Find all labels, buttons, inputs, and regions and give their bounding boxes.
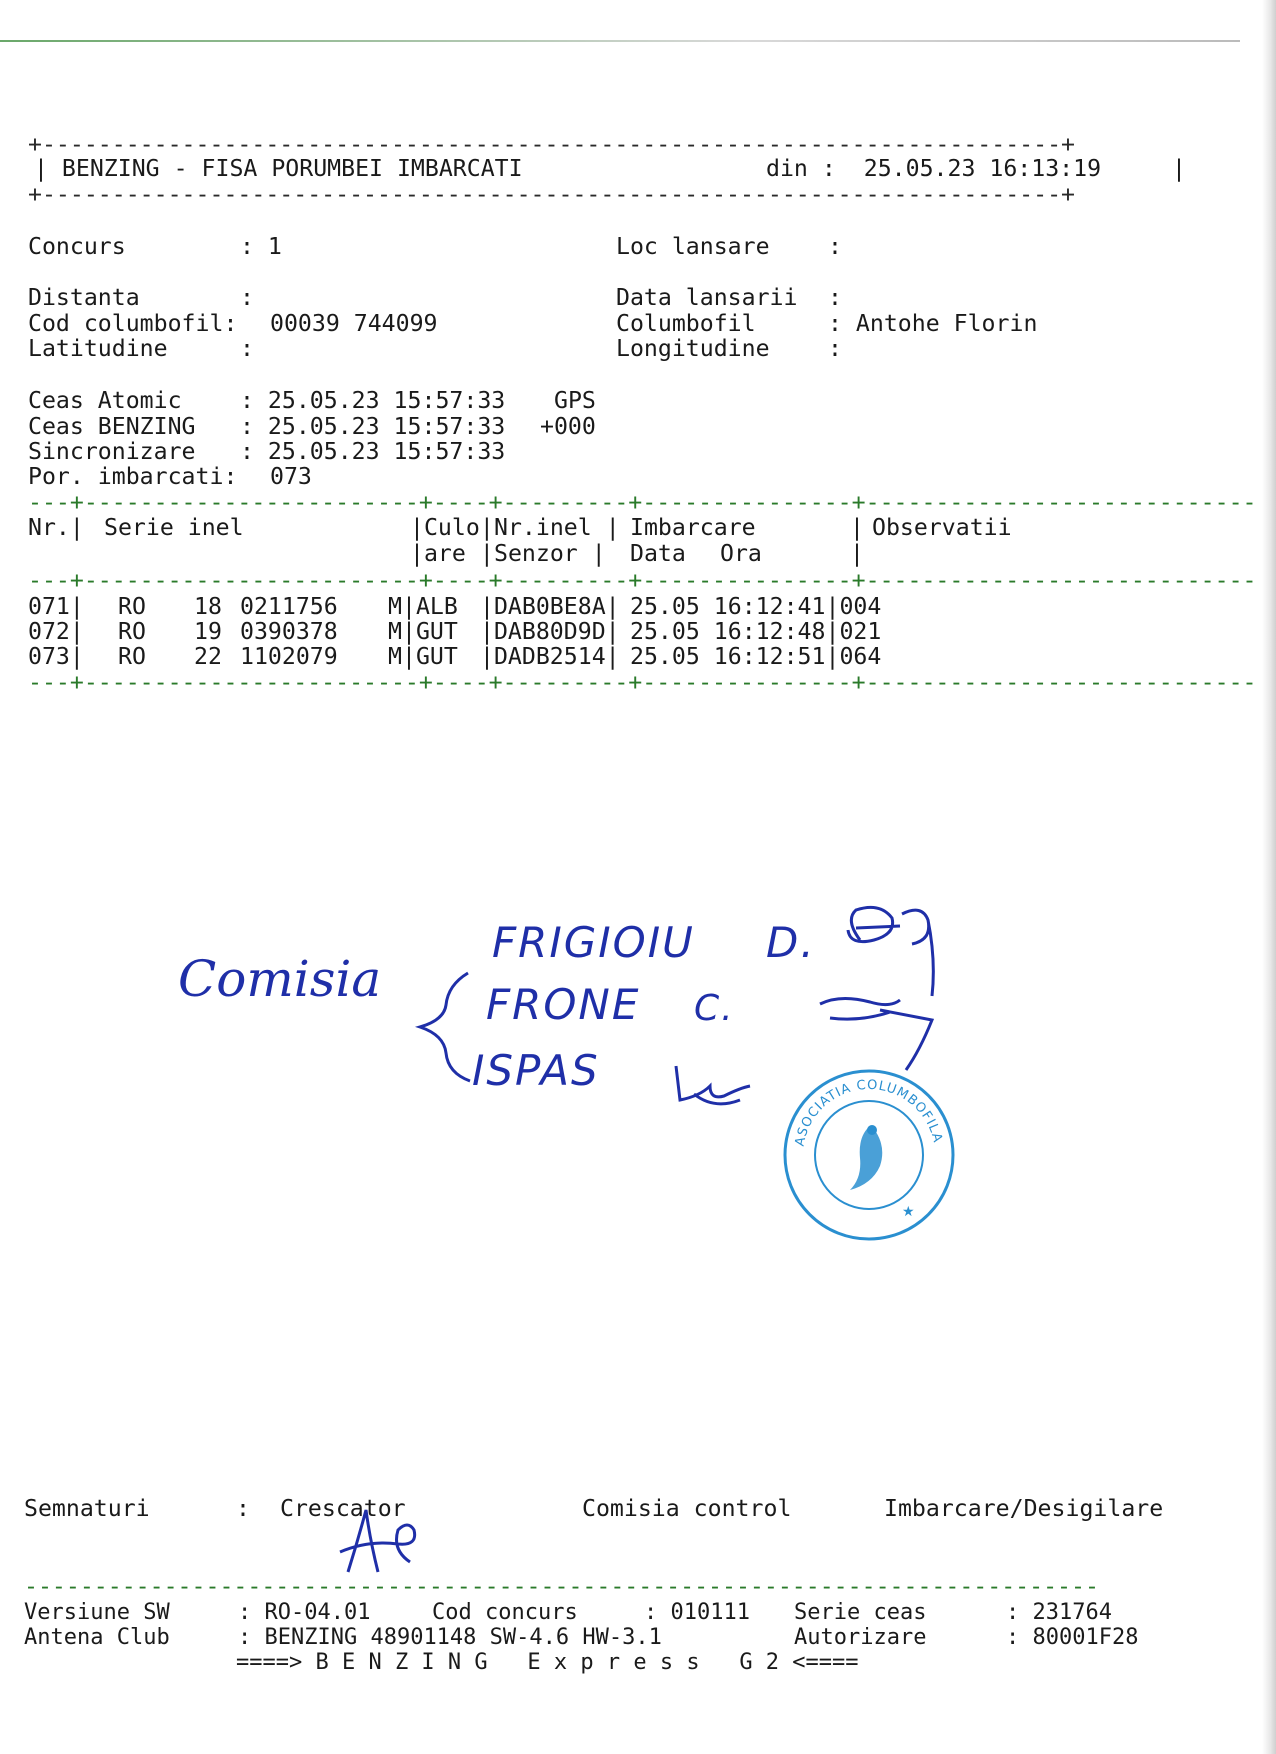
scan-right-edge [1262, 0, 1276, 1754]
footer-separator: ----------------------------------------------------------------------------- [24, 1573, 1099, 1600]
sincronizare-label: Sincronizare [28, 438, 196, 465]
row-year: 18 [194, 593, 222, 620]
latitudine-label: Latitudine [28, 335, 168, 362]
header-datetime: 25.05.23 16:13:19 [863, 155, 1102, 182]
crescator-label: Crescator [280, 1495, 406, 1522]
loc-lansare-label: Loc lansare [616, 233, 770, 260]
crescator-signature [318, 1500, 428, 1580]
col-header-observatii: Observatii [872, 514, 1012, 541]
ceas-atomic-label: Ceas Atomic [28, 387, 182, 414]
header-box-bottom-border: +-------------------------------------------------------------------------+ [28, 181, 1076, 208]
col-header-imbarcare-data: Data [630, 540, 686, 567]
autorizare-label: Autorizare [794, 1625, 927, 1650]
handwritten-initial-1: D. [766, 918, 816, 967]
antena-club-label: Antena Club [24, 1625, 170, 1650]
row-country: RO [118, 618, 146, 645]
data-lansarii-label: Data lansarii [616, 284, 798, 311]
columbofil-label: Columbofil [616, 310, 756, 337]
autorizare-value: : 80001F28 [1006, 1625, 1139, 1650]
header-title-line: | BENZING - FISA PORUMBEI IMBARCATI [34, 155, 523, 182]
scan-top-edge [0, 40, 1240, 42]
serie-ceas-label: Serie ceas [794, 1600, 927, 1625]
antena-club-value: : BENZING 48901148 SW-4.6 HW-3.1 [238, 1625, 662, 1650]
handwritten-brace [408, 965, 478, 1085]
ceas-benzing-label: Ceas BENZING [28, 413, 196, 440]
header-date [766, 156, 1101, 182]
row-nr: 073| [28, 643, 84, 670]
ceas-atomic-value: : 25.05.23 15:57:33 [240, 387, 506, 414]
row-datetime: 25.05 16:12:51|064 [630, 643, 882, 670]
cod-concurs-value: : 010111 [644, 1600, 750, 1625]
data-lansarii-value: : [828, 284, 856, 311]
col-header-sep: | [850, 514, 864, 541]
handwritten-comisia: Comisia [178, 950, 382, 1008]
row-datetime: 25.05 16:12:48|021 [630, 618, 882, 645]
row-sex: M|GUT [388, 643, 458, 670]
row-sex: M|GUT [388, 618, 458, 645]
handwritten-name-3: ISPAS [472, 1046, 600, 1095]
concurs-label: Concurs [28, 233, 126, 260]
stamp-text: ASOCIATIA COLUMBOFILA [792, 1077, 945, 1148]
cod-columbofil-label: Cod columbofil: [28, 310, 238, 337]
longitudine-label: Longitudine [616, 335, 770, 362]
row-sensor: |DAB80D9D| [480, 618, 620, 645]
col-header-imbarcare-ora: Ora [720, 540, 762, 567]
col-header-sep-2: | [850, 540, 864, 567]
sincronizare-value: : 25.05.23 15:57:33 [240, 438, 506, 465]
handwritten-initial-2: C. [694, 988, 735, 1029]
club-stamp-seal [780, 1066, 958, 1244]
row-ring: 0390378 [240, 618, 338, 645]
din-label: din : [766, 155, 836, 182]
col-header-nr: Nr.| [28, 514, 84, 541]
table-bottom-border: ---+------------------------+----+---------+---------------+---------------------------- [28, 669, 1257, 696]
col-header-nr-inel-2: Senzor | [494, 540, 606, 567]
table-top-border: ---+------------------------+----+---------+---------------+---------------------------- [28, 489, 1257, 516]
distanta-label: Distanta [28, 284, 140, 311]
distanta-value: : [240, 284, 268, 311]
ceas-benzing-value: : 25.05.23 15:57:33 [240, 413, 506, 440]
concurs-value: : 1 [240, 233, 282, 260]
columbofil-value: : Antohe Florin [828, 310, 1038, 337]
serie-ceas-value: : 231764 [1006, 1600, 1112, 1625]
row-nr: 072| [28, 618, 84, 645]
comisia-control-label: Comisia control [582, 1495, 792, 1522]
row-sensor: |DAB0BE8A| [480, 593, 620, 620]
ceas-atomic-suffix: GPS [554, 387, 596, 414]
col-header-culoare-2: |are | [410, 540, 494, 567]
row-datetime: 25.05 16:12:41|004 [630, 593, 882, 620]
loc-lansare-value: : [828, 233, 856, 260]
longitudine-value: : [828, 335, 856, 362]
handwritten-name-1: FRIGIOIU [492, 918, 695, 967]
col-header-serie-inel: Serie inel [104, 514, 244, 541]
row-sensor: |DADB2514| [480, 643, 620, 670]
table-header-border: ---+------------------------+----+---------+---------------+---------------------------- [28, 567, 1257, 594]
row-ring: 1102079 [240, 643, 338, 670]
header-box-top-border: +-------------------------------------------------------------------------+ [28, 131, 1076, 158]
brand-line: ====> B E N Z I N G E x p r e s s G 2 <==== [236, 1650, 859, 1675]
versiune-sw-label: Versiune SW [24, 1600, 170, 1625]
document-title: BENZING - FISA PORUMBEI IMBARCATI [61, 155, 523, 182]
cod-columbofil-value: 00039 744099 [270, 310, 438, 337]
row-year: 19 [194, 618, 222, 645]
handwritten-name-2: FRONE [486, 980, 641, 1029]
col-header-culoare: |Culo| [410, 514, 494, 541]
row-ring: 0211756 [240, 593, 338, 620]
semnaturi-colon: : [236, 1495, 250, 1522]
col-header-imbarcare: Imbarcare [630, 514, 756, 541]
latitudine-value: : [240, 335, 268, 362]
row-year: 22 [194, 643, 222, 670]
por-imbarcati-value: 073 [270, 463, 312, 490]
ceas-benzing-suffix: +000 [540, 413, 596, 440]
col-header-nr-inel: Nr.inel | [494, 514, 620, 541]
row-sex: M|ALB [388, 593, 458, 620]
semnaturi-label: Semnaturi [24, 1495, 150, 1522]
row-nr: 071| [28, 593, 84, 620]
por-imbarcati-label: Por. imbarcati: [28, 463, 238, 490]
cod-concurs-label: Cod concurs [432, 1600, 578, 1625]
imbarcare-desigilare-label: Imbarcare/Desigilare [884, 1495, 1164, 1522]
row-country: RO [118, 643, 146, 670]
header-box-right-edge: | [1172, 155, 1186, 182]
versiune-sw-value: : RO-04.01 [238, 1600, 371, 1625]
row-country: RO [118, 593, 146, 620]
svg-text:★: ★ [902, 1204, 915, 1220]
